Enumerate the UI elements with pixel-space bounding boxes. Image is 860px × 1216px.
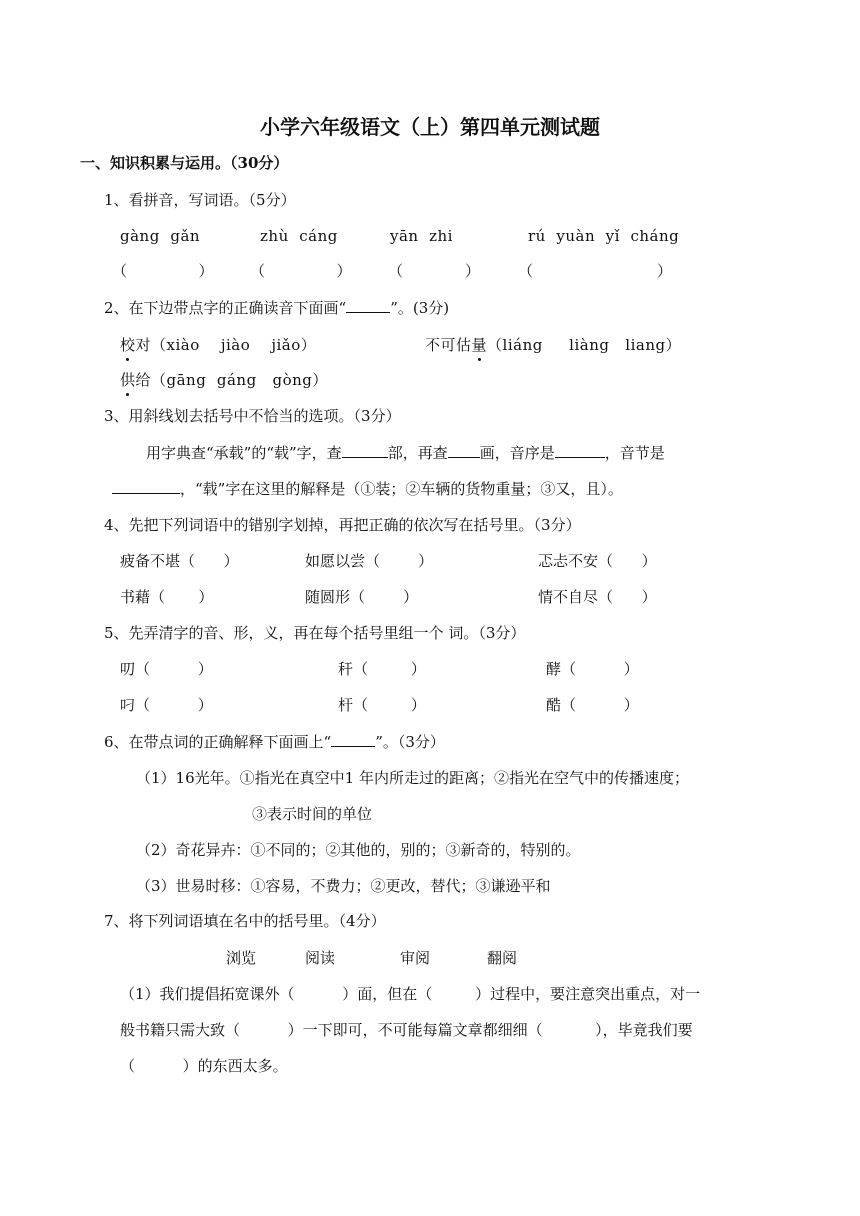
- question-7-para-1: （1）我们提倡拓宽课外（ ）面，但在（ ）过程中，要注意突出重点，对一: [120, 985, 701, 1003]
- question-3-line-2: ，“载”字在这里的解释是（①装；②车辆的货物重量；③又，且）。: [112, 479, 623, 499]
- answer-paren-3: （ ）: [388, 262, 480, 280]
- question-6-header: 6、在带点词的正确解释下面画上“ ”。（3分）: [104, 733, 445, 751]
- question-5-header: 5、先弄清字的音、形，义，再在每个括号里组一个 词。（3分）: [104, 624, 526, 642]
- question-6-line-1b: ③表示时间的单位: [252, 805, 373, 823]
- answer-paren-1: （ ）: [112, 262, 214, 280]
- word-option: 翻阅: [487, 949, 518, 967]
- page-title: 小学六年级语文（上）第四单元测试题: [260, 115, 600, 139]
- char-item: 酵（ ）: [546, 660, 639, 678]
- reading-item-3: 供给（gāng gáng gòng）: [120, 371, 328, 389]
- answer-paren-4: （ ）: [518, 262, 672, 280]
- question-6-line-1: （1）16光年。①指光在真空中1 年内所走过的距离；②指光在空气中的传播速度；: [136, 769, 689, 787]
- char-item: 杆（ ）: [338, 696, 426, 714]
- question-4-header: 4、先把下列词语中的错别字划掉，再把正确的依次写在括号里。（3分）: [104, 516, 581, 534]
- pinyin-4: rú yuàn yǐ cháng: [528, 227, 680, 245]
- reading-item-2: 不可估量（liáng liàng liang）: [425, 336, 682, 354]
- question-6-line-3: （3）世易时移：①容易，不费力；②更改，替代；③谦逊平和: [136, 877, 551, 895]
- word-item: 疲备不堪（ ）: [120, 552, 239, 570]
- question-3-line-1: 用字典查“承载”的“载”字，查 部，再查 画，音序是 ，音节是: [146, 444, 665, 462]
- word-item: 随圆形（ ）: [305, 588, 419, 606]
- question-7-para-3: （ ）的东西太多。: [120, 1057, 288, 1075]
- pinyin-3: yān zhi: [390, 227, 453, 245]
- underline-sample: [331, 732, 375, 747]
- pinyin-2: zhù cáng: [260, 227, 338, 245]
- word-option: 阅读: [305, 949, 336, 967]
- section-heading-1: 一、知识积累与运用。（30分）: [80, 154, 289, 172]
- question-7-header: 7、将下列词语填在名中的括号里。（4分）: [104, 912, 386, 930]
- word-item: 忑忐不安（ ）: [538, 552, 657, 570]
- question-2-header: 2、在下边带点字的正确读音下面画“ ”。(3分): [104, 299, 450, 317]
- question-3-header: 3、用斜线划去括号中不恰当的选项。（3分）: [104, 407, 401, 425]
- word-item: 书藉（ ）: [120, 588, 214, 606]
- word-item: 情不自尽（ ）: [538, 588, 657, 606]
- underline-sample: [346, 298, 390, 313]
- word-option: 审阅: [400, 949, 431, 967]
- word-option: 浏览: [226, 949, 257, 967]
- question-7-para-2: 般书籍只需大致（ ）一下即可，不可能每篇文章都细细（ ），毕竟我们要: [120, 1021, 693, 1039]
- answer-paren-2: （ ）: [250, 262, 352, 280]
- reading-item-1: 校对（xiào jiào jiǎo）: [120, 336, 317, 354]
- char-item: 酷（ ）: [546, 696, 639, 714]
- pinyin-1: gàng gǎn: [120, 227, 201, 245]
- char-item: 秆（ ）: [338, 660, 426, 678]
- question-1-header: 1、看拼音，写词语。（5分）: [104, 191, 296, 209]
- char-item: 叨（ ）: [120, 660, 213, 678]
- char-item: 叼（ ）: [120, 696, 213, 714]
- word-item: 如愿以尝（ ）: [305, 552, 434, 570]
- question-6-line-2: （2）奇花异卉：①不同的；②其他的，别的；③新奇的，特别的。: [136, 841, 581, 859]
